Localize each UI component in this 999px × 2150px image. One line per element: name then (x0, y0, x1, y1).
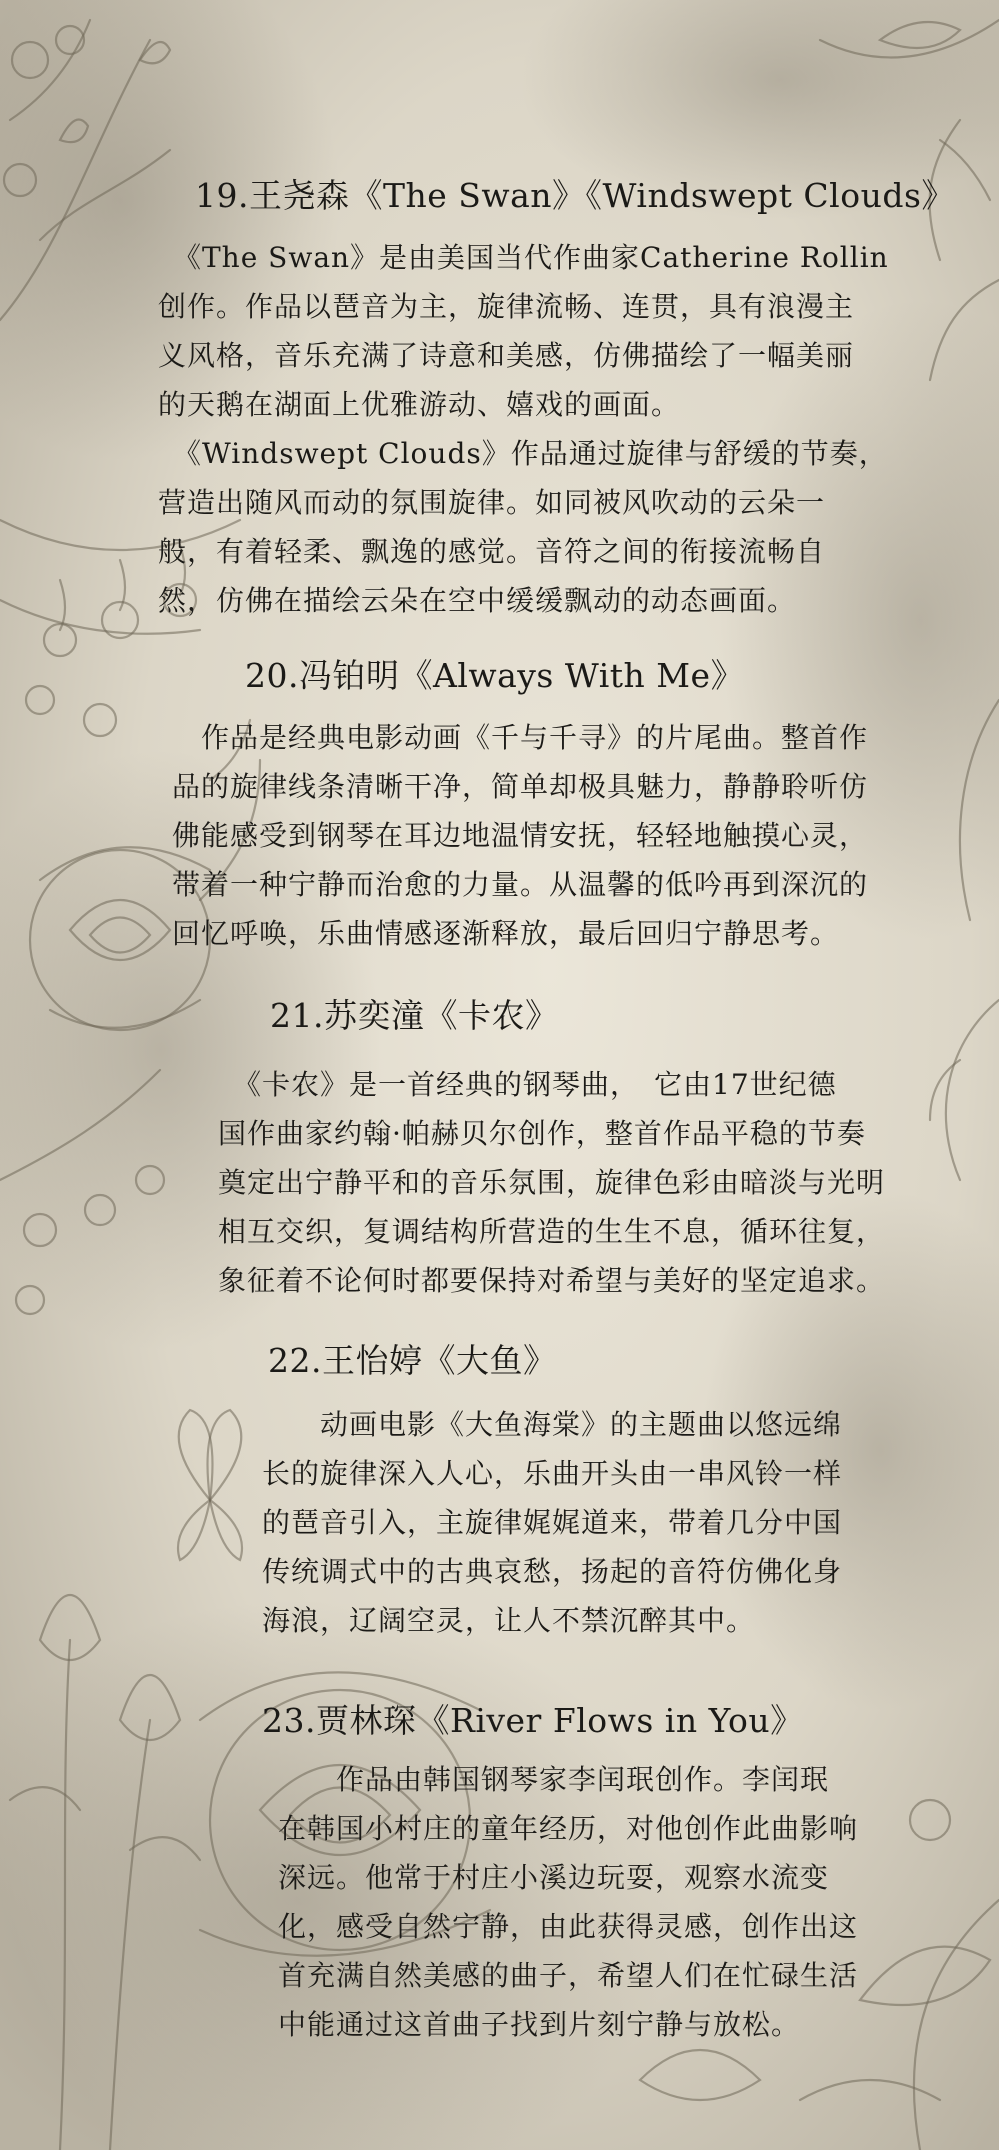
text-line: 义风格，音乐充满了诗意和美感，仿佛描绘了一幅美丽 (158, 339, 855, 372)
section-21-paragraph (218, 1060, 943, 1305)
text-line: 《The Swan》是由美国当代作曲家Catherine Rollin (158, 241, 889, 274)
text-line: 传统调式中的古典哀愁，扬起的音符仿佛化身 (262, 1555, 843, 1588)
text-line: 象征着不论何时都要保持对希望与美好的坚定追求。 (218, 1264, 886, 1297)
text-line: 化，感受自然宁静，由此获得灵感，创作出这 (278, 1910, 859, 1943)
section-22-paragraph (262, 1400, 932, 1645)
section-heading-23: 23.贾林琛《River Flows in You》 (262, 1701, 804, 1740)
text-line: 般，有着轻柔、飘逸的感觉。音符之间的衔接流畅自 (158, 535, 826, 568)
text-line: 佛能感受到钢琴在耳边地温情安抚，轻轻地触摸心灵， (172, 819, 869, 852)
section-19-paragraph-2 (158, 429, 903, 625)
text-line: 作品是经典电影动画《千与千寻》的片尾曲。整首作 (172, 721, 869, 754)
section-23-paragraph (278, 1755, 943, 2049)
section-heading-20: 20.冯铂明《Always With Me》 (245, 656, 745, 695)
text-line: 中能通过这首曲子找到片刻宁静与放松。 (278, 2008, 801, 2041)
section-heading-22: 22.王怡婷《大鱼》 (268, 1341, 557, 1380)
text-line: 《Windswept Clouds》作品通过旋律与舒缓的节奏， (158, 437, 888, 470)
text-line: 营造出随风而动的氛围旋律。如同被风吹动的云朵一 (158, 486, 826, 519)
text-line: 在韩国小村庄的童年经历，对他创作此曲影响 (278, 1812, 859, 1845)
text-line: 作品由韩国钢琴家李闰珉创作。李闰珉 (278, 1763, 830, 1796)
text-line: 回忆呼唤，乐曲情感逐渐释放，最后回归宁静思考。 (172, 917, 840, 950)
text-line: 创作。作品以琶音为主，旋律流畅、连贯，具有浪漫主 (158, 290, 855, 323)
text-line: 长的旋律深入人心，乐曲开头由一串风铃一样 (262, 1457, 843, 1490)
section-20-paragraph (172, 713, 977, 958)
text-line: 品的旋律线条清晰干净，简单却极具魅力，静静聆听仿 (172, 770, 869, 803)
text-line: 海浪，辽阔空灵，让人不禁沉醉其中。 (262, 1604, 756, 1637)
text-line: 相互交织，复调结构所营造的生生不息，循环往复， (218, 1215, 886, 1248)
text-line: 的天鹅在湖面上优雅游动、嬉戏的画面。 (158, 388, 681, 421)
text-line: 然，仿佛在描绘云朵在空中缓缓飘动的动态画面。 (158, 584, 797, 617)
text-line: 深远。他常于村庄小溪边玩耍，观察水流变 (278, 1861, 830, 1894)
section-heading-21: 21.苏奕潼《卡农》 (270, 996, 559, 1035)
section-heading-19: 19.王尧森《The Swan》《Windswept Clouds》 (195, 176, 955, 215)
text-line: 《卡农》是一首经典的钢琴曲， 它由17世纪德 (218, 1068, 837, 1101)
text-line: 首充满自然美感的曲子，希望人们在忙碌生活 (278, 1959, 859, 1992)
section-19-paragraph-1 (158, 233, 903, 429)
text-line: 国作曲家约翰·帕赫贝尔创作，整首作品平稳的节奏 (218, 1117, 866, 1150)
text-line: 动画电影《大鱼海棠》的主题曲以悠远绵 (262, 1408, 843, 1441)
text-line: 的琶音引入，主旋律娓娓道来，带着几分中国 (262, 1506, 843, 1539)
text-line: 带着一种宁静而治愈的力量。从温馨的低吟再到深沉的 (172, 868, 869, 901)
text-line: 奠定出宁静平和的音乐氛围，旋律色彩由暗淡与光明 (218, 1166, 886, 1199)
